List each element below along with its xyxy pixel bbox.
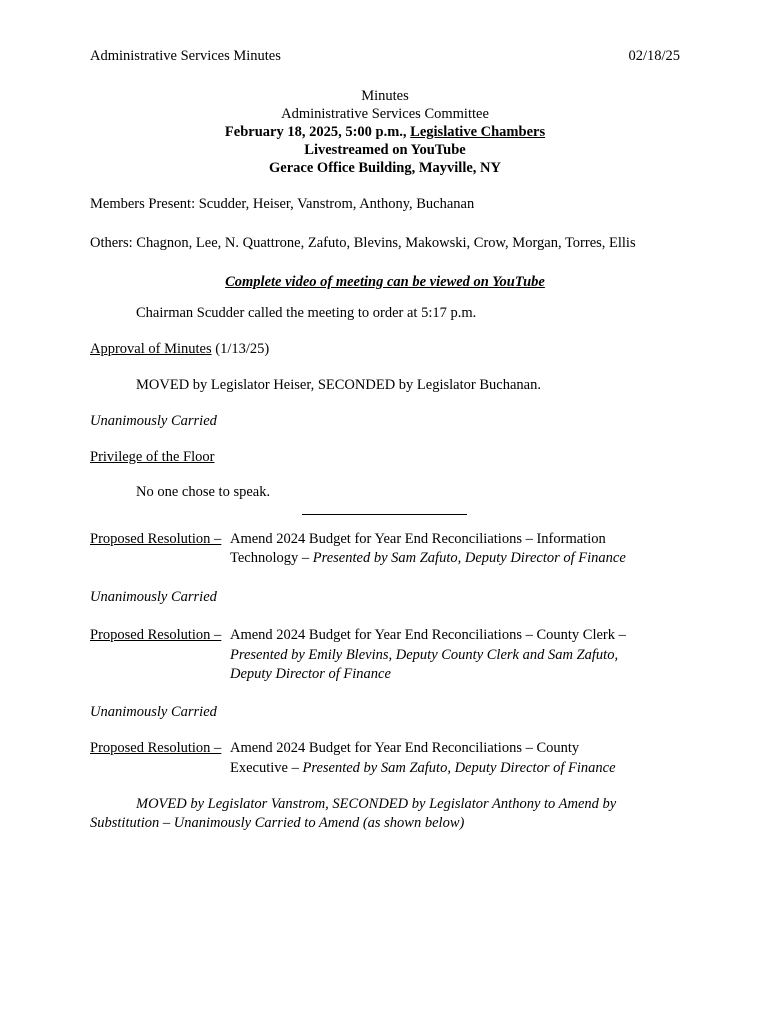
resolution-title-cont: Executive – <box>230 760 303 776</box>
approval-of-minutes <box>90 341 269 358</box>
running-header-title: Administrative Services Minutes <box>90 48 281 64</box>
approval-result: Unanimously Carried <box>90 413 217 429</box>
call-to-order: Chairman Scudder called the meeting to order at 5:17 p.m. <box>136 305 477 321</box>
resolution-result: Unanimously Carried <box>90 704 217 720</box>
committee-name: Administrative Services Committee <box>281 106 489 122</box>
resolution-motion: MOVED by Legislator Vanstrom, SECONDED by Legislator Anthony to Amend by <box>136 796 617 812</box>
approval-date: (1/13/25) <box>211 341 270 357</box>
section-divider <box>302 514 467 515</box>
resolution-motion-cont: Substitution – Unanimously Carried to Amend (as shown below) <box>90 815 465 831</box>
resolution-title: Amend 2024 Budget for Year End Reconciliations – Information <box>230 531 606 547</box>
doc-title: Minutes <box>361 88 409 104</box>
resolution-presenter-line <box>230 550 626 567</box>
approval-motion: MOVED by Legislator Heiser, SECONDED by Legislator Buchanan. <box>136 377 541 393</box>
youtube-video-link[interactable]: Complete video of meeting can be viewed on YouTube <box>225 274 545 290</box>
approval-heading: Approval of Minutes <box>90 341 212 357</box>
resolution-presenter: Presented by Sam Zafuto, Deputy Director of Finance <box>312 550 626 566</box>
privilege-text: No one chose to speak. <box>136 484 271 500</box>
resolution-label: Proposed Resolution – <box>90 740 222 756</box>
resolution-presenter-line <box>230 760 616 777</box>
resolution-presenter: Presented by Emily Blevins, Deputy County Clerk and Sam Zafuto, <box>230 647 619 663</box>
meeting-date-location <box>0 124 770 141</box>
members-present: Members Present: Scudder, Heiser, Vanstrom, Anthony, Buchanan <box>90 196 475 212</box>
meeting-date: February 18, 2025, 5:00 p.m., <box>224 124 407 140</box>
building-address: Gerace Office Building, Mayville, NY <box>269 160 501 176</box>
resolution-label: Proposed Resolution – <box>90 627 222 643</box>
running-header-date: 02/18/25 <box>628 48 680 64</box>
resolution-presenter-cont: Deputy Director of Finance <box>230 666 391 682</box>
resolution-label: Proposed Resolution – <box>90 531 222 547</box>
resolution-title: Amend 2024 Budget for Year End Reconciliations – County Clerk – <box>230 627 626 643</box>
resolution-result: Unanimously Carried <box>90 589 217 605</box>
meeting-location: Legislative Chambers <box>410 124 546 140</box>
resolution-title-cont: Technology – <box>230 550 313 566</box>
resolution-presenter: Presented by Sam Zafuto, Deputy Director of Finance <box>302 760 616 776</box>
resolution-title: Amend 2024 Budget for Year End Reconciliations – County <box>230 740 580 756</box>
others-present: Others: Chagnon, Lee, N. Quattrone, Zafuto, Blevins, Makowski, Crow, Morgan, Torres, Ellis <box>90 235 636 251</box>
privilege-heading: Privilege of the Floor <box>90 449 215 465</box>
livestream-note: Livestreamed on YouTube <box>304 142 466 158</box>
